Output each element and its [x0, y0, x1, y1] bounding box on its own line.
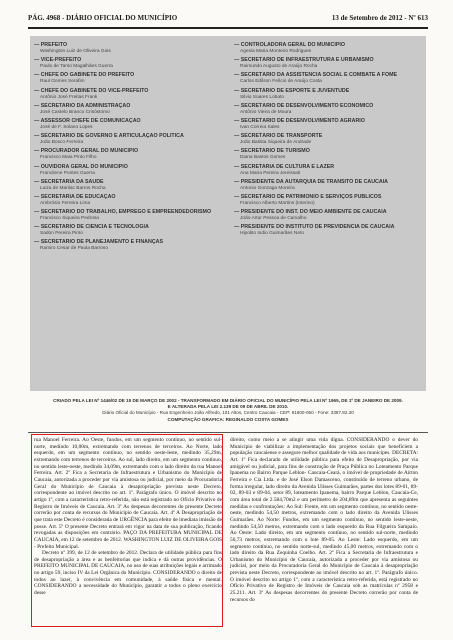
office-title: — SECRETÁRIO DA ASSISTÊNCIA SOCIAL E COMBATE A FOME	[234, 72, 398, 79]
directory-entry	[34, 42, 220, 57]
official-name: José Castelo Branco Crisóstomo	[40, 109, 110, 115]
office-title: — CONTROLADORA GERAL DO MUNICÍPIO	[234, 42, 345, 48]
header-date-issue: 13 de Setembro de 2012 - Nº 613	[331, 14, 428, 22]
directory-entry	[234, 118, 420, 133]
directory-left-column	[34, 42, 220, 255]
official-name: Francisco Siqueira Pedrosa	[40, 216, 99, 222]
official-name: Carlos Edilson Felício de Araújo Costa	[240, 79, 322, 85]
decree-paragraph: Decreto nº 399, de 12 de setembro de 2012. Declara de utilidade pública para fins de desapropriação a área e as benfeitorias que indica e dá outras providências. O PREFEITO MUNICIPAL DE CAUCAIA, no uso de suas atribuições legais e arrimado no artigo 59, inciso IV da Lei Orgânica do Município. CONSIDERANDO o direito de todos ao lazer, à convivência em comunidade, à saúde física e mental. CONSIDERANDO a necessidade do Município, garantir a todos o pleno exercício desse	[34, 550, 222, 597]
office-title: — SECRETARIO DE GOVERNO E ARTICULAÇÃO POLÍTICA	[34, 133, 184, 140]
office-title: — SECRETARIA DA SAÚDE	[34, 178, 104, 185]
official-name: Hipolito Indio Guimarães Neto	[240, 231, 304, 237]
directory-right-column	[234, 42, 420, 239]
office-title: — CHEFE DO GABINETE DO VICE-PREFEITO	[34, 87, 149, 94]
officials-directory	[30, 36, 426, 391]
office-title: — CHEFE DO GABINETE DO PREFEITO	[34, 72, 135, 79]
office-title: — SECRETARIA DE CULTURA E LAZER	[234, 163, 335, 170]
official-name: Antônio Vieira de Moura	[240, 109, 292, 115]
official-name: Raul Gomes Serafim	[40, 79, 85, 85]
official-name: Ramiro Cesar de Paula Barroso	[40, 246, 108, 252]
official-name: João Batista Siqueira de Andrade	[240, 140, 312, 146]
directory-entry	[234, 209, 420, 224]
header-page-title: PÁG. 4968 - DIÁRIO OFICIAL DO MUNICÍPIO	[28, 14, 178, 22]
directory-entry	[34, 57, 220, 72]
official-name: Sadon Pereira Pinto	[40, 231, 83, 237]
directory-entry	[34, 148, 220, 163]
directory-entry	[34, 72, 220, 87]
official-name: João Bosco Ferreira	[40, 140, 84, 146]
office-title: — SECRETARIO DE PLANEJAMENTO E FINANÇAS	[34, 239, 164, 246]
official-name: Francisco Maia Pinto Filho	[40, 155, 97, 161]
official-name: Washington Luiz de Oliveira Gois	[40, 49, 111, 54]
body-divider	[28, 432, 428, 433]
office-title: — SECRETARIO DE TURISMO	[234, 148, 310, 155]
official-name: José de F. Solano Lopes	[40, 124, 93, 130]
directory-entry	[234, 72, 420, 87]
office-title: — ASSESSOR CHEFE DE COMUNICAÇÃO	[34, 117, 141, 124]
official-name: Paulo de Tarso Magalhães Guerra	[40, 64, 113, 70]
office-title: — PRESIDENTE DO INST. DO MEIO AMBIENTE DE CAUCAIA	[234, 209, 387, 216]
office-title: — SECRETARIO DA ADMINISTRAÇÃO	[34, 102, 131, 109]
directory-entry	[234, 194, 420, 209]
office-title: — SECRETARIO DO TRABALHO, EMPREGO E EMPREENDEDORISMO	[34, 209, 212, 216]
credits-amendment-law: E ALTERADA PELA LEI 2.139 DE 09 DE ABRIL DE 2010.	[167, 404, 289, 410]
official-name: Luiza de Marilac Barros Rocha	[40, 185, 106, 191]
directory-entry	[234, 57, 420, 72]
directory-entry	[34, 179, 220, 194]
credits-creation-law: CRIADO PELA LEI Nº 1446/02 DE 15 DE MARÇO DE 2002 - TRANSFORMADO EM DIÁRIO OFICIAL DO MUNICÍPIO PELA LEI Nº 1965, DE 1º DE JANEIRO DE 2009.	[53, 398, 403, 403]
official-name: Antônio José Freitas Frank	[40, 94, 98, 100]
official-name: Francilene Pontes Guerra	[40, 170, 95, 176]
header-divider	[28, 27, 428, 29]
directory-entry	[234, 88, 420, 103]
official-name: Raimundo Augusto de Araújo Rocha	[240, 64, 318, 70]
directory-entry	[234, 148, 420, 163]
directory-entry	[234, 103, 420, 118]
official-name: Silvio Soares Lobato	[240, 94, 284, 100]
directory-entry	[234, 42, 420, 57]
directory-entry	[34, 209, 220, 224]
official-name: Antonio Gonzaga Moreira	[240, 185, 295, 191]
decree-paragraph: direito, como meio a se atingir uma vida digna. CONSIDERANDO o dever do Município de viabilizar a implementação dos projetos sociais que beneficiem a população caucaiense e assegure melhor qualidade de vida aos munícipes. DECRETA: Art. 1º Fica declarado de utilidade pública para efeito de Desapropriação, por via amigável ou judicial, para fins de construção de Praça Pública no Loteamento Parque Ipanema no Bairro Parque Leblon- Caucaia-Ceará, o imóvel de propriedade de Airton Ferreira e Cia Ltda. e de José Elson Damasceno, constituído de terreno urbano, de forma irregular, lado direito da Avenida Ulisses Guimarães, partes dos lotes 89-01, 89-02, 89-03 e 89-04, setor 89, loteamento Ipanema, bairro Parque Leblon, Caucaia-Ce, com área total de 2.584,70m2 e um perímetro de 204,89m que apresenta as seguintes medidas e confrontações: Ao Sul: Frente, em um segmento contínuo, no sentido oeste-oeste, medindo 54,50 metros, extremando com o lado direito da Avenida Ulisses Guimarães. Ao Norte: Fundos, em um segmento contínuo, no sentido leste-oeste, medindo 54,50 metros, extremando com o lado esquerdo da Rua Filgueira Sampaio. Ao Oeste: Lado direito, em um segmento contínuo, no sentido sul-norte, medindo 50,73 metros, extremando com o lote 89-05. Ao Leste: Lado esquerdo, em um segmento contínuo, no sentido norte-sul, medindo 45,00 metros, extremando com o lado direito da Rua Zequinha Coelho. Art. 2º Fica a Secretaria de Infraestrutura e Urbanismo do Município de Caucaia, autorizada a proceder por via amistosa ou judicial, por meio da Procuradoria Geral do Município de Caucaia à desapropriação prevista neste Decreto, correspondente ao imóvel descrito no art. 1º. Parágrafo único. O imóvel descrito no artigo 1º, com a característica retro-referida, está registrado no Ofício Privativo de Registro de Imóveis de Caucaia sob as matrículas nº 2958 e 25.211. Art. 3º As despesas decorrentes do presente Decreto correrão por conta de recursos do	[230, 437, 418, 603]
office-title: — SECRETARIO DE ESPORTE E JUVENTUDE	[234, 87, 350, 94]
credits-address: Diário Oficial do Município - Rua Engenheiro João Alfredo, 101 Altos, Centro Caucaia - CEP: 61600-050 - Fone: 3387.82.30	[102, 410, 354, 416]
official-name: Ivan Correia Sales	[240, 124, 280, 130]
office-title: — SECRETÁRIO DE INFRAESTRUTURA E URBANISMO	[234, 57, 374, 64]
office-title: — VICE-PREFEITO	[34, 57, 82, 64]
office-title: — PRESIDENTE DO INSTITUTO DE PREVIDÊNCIA DE CAUCAIA	[234, 224, 395, 231]
publication-credits	[38, 398, 418, 423]
directory-entry	[34, 194, 220, 209]
office-title: — SECRETARIA DE EDUCAÇÃO	[34, 193, 116, 200]
official-name: Agesia Maria Monteiro Rodrigues	[240, 49, 312, 54]
body-right-column	[230, 437, 418, 603]
directory-entry	[234, 179, 420, 194]
office-title: — SECRETÁRIO DE DESENVOLVIMENTO AGRÁRIO	[234, 117, 365, 124]
directory-entry	[234, 164, 420, 179]
office-title: — SECRETARIO DE CIÊNCIA E TECNOLOGIA	[34, 224, 149, 231]
directory-entry	[34, 164, 220, 179]
directory-entry	[234, 133, 420, 148]
directory-entry	[34, 118, 220, 133]
decree-paragraph: rua Manoel Ferreira. Ao Oeste, fundos, em um segmento contínuo, no sentido sul-norte, medindo 10,00m, extremando com terrenos de terceiros. Ao Norte, lado esquerdo, em um segmento contínuo, no sentido oeste-leste, medindo 35,29m, extremando com terrenos de terceiros. Ao sul, lado direito, em um segmento contínuo, no sentido leste-oeste, medindo 34,09m, extremando com o lado direito da rua Manoel Ferreira. Art. 2º Fica a Secretaria de Infraestrutura e Urbanismo do Município de Caucaia, autorizada a proceder por via amistosa ou judicial, por meio da Procuradoria Geral do Município de Caucaia à desapropriação prevista neste Decreto, correspondente ao imóvel descrito no art. 1º. Parágrafo único. O imóvel descrito no artigo 1º, com a característica retro-referida, não está registrado no Ofício Privativo de Registro de Imóveis de Caucaia. Art. 3º As despesas decorrentes do presente Decreto correrão por conta de recursos do Município de Caucaia. Art. 4º A Desapropriação de que trata este Decreto é considerada de URGÊNCIA para efeito de imediata imissão de posse. Art. 5º O presente Decreto entrará em vigor na data de sua publicação, ficando revogadas as disposições em contrário. PAÇO DA PREFEITURA MUNICIPAL DE CAUCAIA, em 12 de setembro de 2012. WASHINGTON LUIZ DE OLIVEIRA GOIS - Prefeito Municipal.	[34, 437, 222, 550]
official-name: João Artur Pessoa de Carvalho	[240, 216, 307, 222]
office-title: — OUVIDORA GERAL DO MUNICÍPIO	[34, 163, 128, 170]
official-name: Ambrósio Ferreira Lima	[40, 200, 91, 206]
office-title: — SECRETÁRIO DE TRANSPORTE	[234, 133, 323, 140]
highlight-box	[31, 434, 223, 627]
office-title: — SECRETÁRIO DE DESENVOLVIMENTO ECONÔMICO	[234, 102, 374, 109]
directory-entry	[34, 239, 220, 254]
directory-entry	[34, 224, 220, 239]
page-header	[28, 14, 428, 26]
office-title: — PRESIDENTE DA AUTARQUIA DE TRÂNSITO DE CAUCAIA	[234, 178, 389, 185]
directory-entry	[234, 224, 420, 239]
office-title: — PREFEITO	[34, 42, 68, 48]
official-name: Francisco Alberto Martins (Interino)	[240, 200, 315, 206]
directory-entry	[34, 103, 220, 118]
credits-graphics: COMPUTAÇÃO GRAFICA: REGINALDO COSTA GOMES	[167, 416, 289, 422]
directory-entry	[34, 133, 220, 148]
office-title: — SECRETÁRIO DE PATRIMÔNIO E SERVIÇOS PÚBLICOS	[234, 193, 382, 200]
directory-entry	[34, 88, 220, 103]
official-name: Diana Bastos Gomes	[240, 155, 286, 161]
official-name: Ana Maria Pereira Jereissati	[240, 170, 301, 176]
office-title: — PROCURADOR GERAL DO MUNICÍPIO	[34, 148, 139, 155]
